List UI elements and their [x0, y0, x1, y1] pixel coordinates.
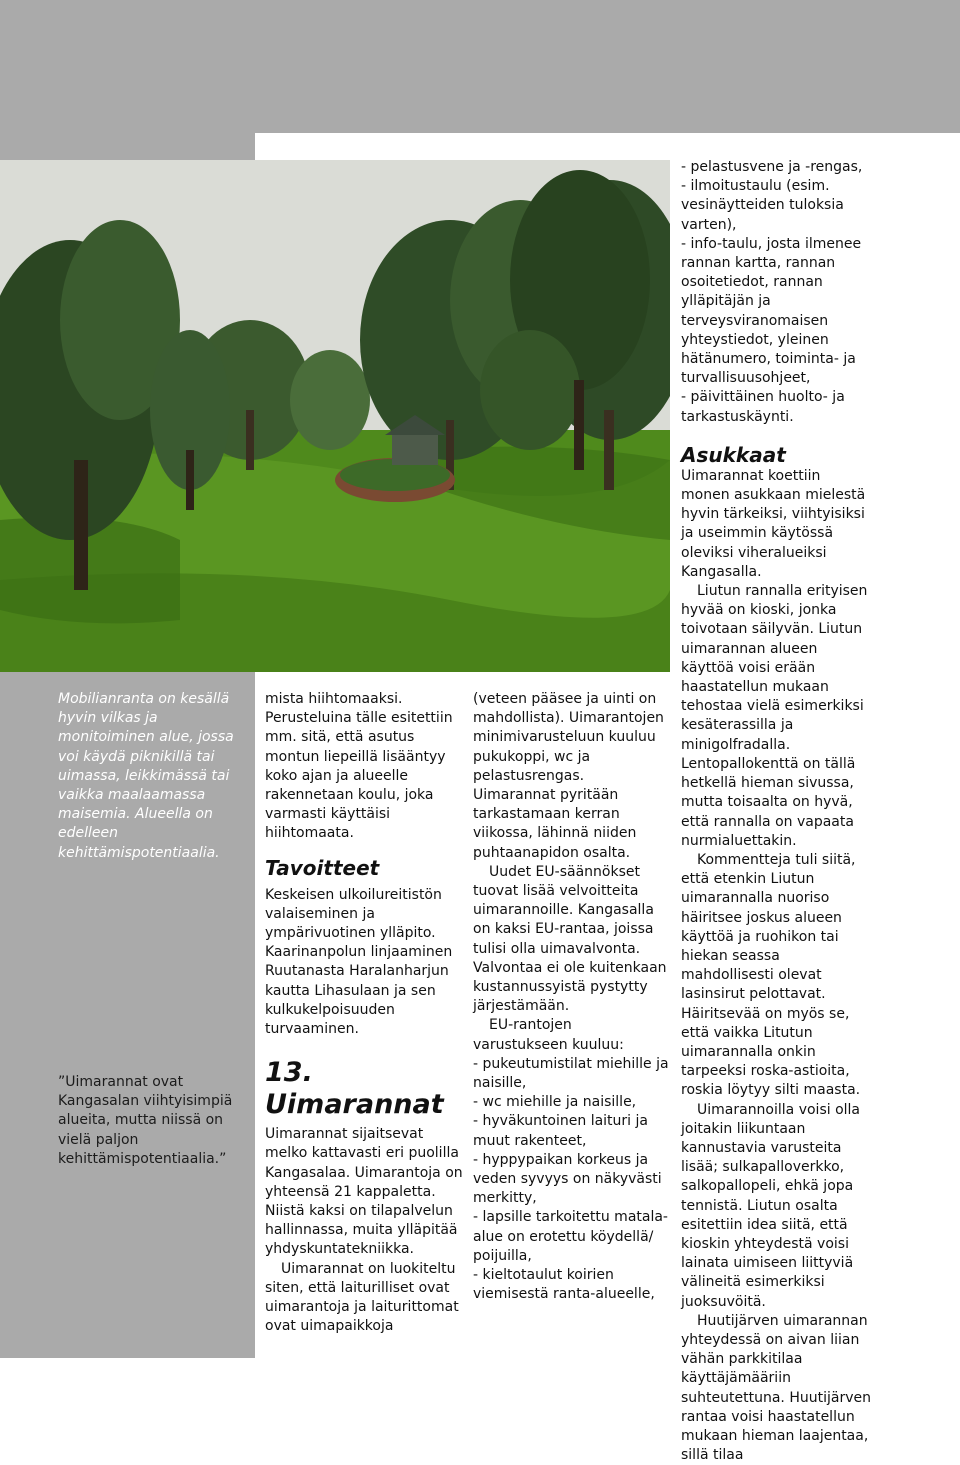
- paragraph: Liutun rannalla erityisen hyvää on kioski, jonka toivotaan säilyvän. Liutun uimarannan alueen käyttöä voisi erään haastatellun mukaan tehostaa vielä esimerkiksi kesäterassilla ja minigolfradalla. Lentopallokenttä on tällä hetkellä hieman sivussa, mutta toisaalta on hyvä, että rannalla on vapaata nurmialuettakin.: [681, 583, 868, 849]
- list-item: - info-taulu, josta ilmenee rannan kartta, rannan osoitetiedot, rannan ylläpitäjän ja terveysviranomaisen yhteystiedot, yleinen hätänumero, toiminta- ja turvallisuusohjeet,: [681, 235, 862, 387]
- paragraph: Uimarannat sijaitsevat melko kattavasti eri puolilla Kangasalaa. Uimarantoja on yhteensä 21 kappaletta. Niistä kaksi on tilapalvelun hallinnassa, muita ylläpitää yhdyskuntatekniikka.: [265, 1126, 463, 1258]
- top-gray-band: [0, 0, 960, 133]
- tree-trunk: [574, 380, 584, 470]
- tree-trunk: [74, 460, 88, 590]
- pull-quote: ”Uimarannat ovat Kangasalan viihtyisimpiä alueita, mutta niissä on vielä paljon kehittämispotentiaalia.”: [58, 1074, 233, 1167]
- section-heading-tavoitteet: Tavoitteet: [265, 855, 380, 880]
- paragraph: Keskeisen ulkoilureitistön valaiseminen ja ympärivuotinen ylläpito. Kaarinanpolun linjaaminen Ruutanasta Haralanharjun kautta Lihasulaan ja sen kulkukelpoisuuden turvaaminen.: [265, 886, 453, 1038]
- paragraph: Uudet EU-säännökset tuovat lisää velvoitteita uimarannoille. Kangasalla on kaksi EU-rantaa, joissa tulisi olla uimavalvonta. Valvontaa ei ole kuitenkaan kustannussyistä pystytty järjestämään.: [473, 863, 667, 1015]
- text-column-3: [473, 690, 669, 1305]
- paragraph: Uimarannat on luokiteltu siten, että laiturilliset ovat uimarantoja ja laiturittomat ovat uimapaikkoja: [265, 1260, 459, 1335]
- tree-trunk: [246, 410, 254, 470]
- list-item: - pukeutumistilat miehille ja naisille,: [473, 1055, 669, 1092]
- gazebo: [392, 435, 438, 465]
- paragraph: Huutijärven uimarannan yhteydessä on aivan liian vähän parkkitilaa käyttäjämääriin suhteutettuna. Huutijärven rantaa voisi haastatellun mukaan hieman laajentaa, sillä tilaa: [681, 1312, 871, 1464]
- paragraph: Uimarannoilla voisi olla joitakin liikuntaan kannustavia varusteita lisää; sulkapalloverkko, salkopallopeli, ehkä jopa tennistä. Liutun osalta esitettiin idea siitä, että kioskin yhteydestä voisi lainata uimiseen liittyviä välineitä esimerkiksi juoksuvöitä.: [681, 1101, 860, 1310]
- chapter-heading-uimarannat: 13. Uimarannat: [265, 1057, 444, 1121]
- paragraph: Kommentteja tuli siitä, että etenkin Liutun uimarannalla nuoriso häiritsee joskus alueen käyttöä ja ruohikon tai hiekan seassa mahdollisesti olevat lasinsirut pelottavat. Häiritsevää on myös se, että vaikka Litutun uimarannalla onkin tarpeeksi roska-astioita, roskia löytyy silti maasta.: [681, 851, 861, 1099]
- park-photo: [0, 160, 670, 672]
- text-column-2: [265, 690, 463, 1336]
- paragraph: (veteen pääsee ja uinti on mahdollista). Uimarantojen minimivarusteluun kuuluu pukukoppi, wc ja pelastusrengas. Uimarannat pyritään tarkastamaan kerran viikossa, lähinnä niiden puhtaanapidon osalta.: [473, 691, 664, 861]
- tree-right: [480, 330, 580, 450]
- photo-caption: Mobilianranta on kesällä hyvin vilkas ja monitoiminen alue, jossa voi käydä piknikillä tai uimassa, leikkimässä tai vaikka maalaamassa maisemia. Alueella on edelleen kehittämispotentiaalia.: [58, 691, 234, 861]
- tree-back: [290, 350, 370, 450]
- list-item: - hyväkuntoinen laituri ja muut rakenteet,: [473, 1113, 648, 1149]
- paragraph: EU-rantojen varustukseen kuuluu:: [473, 1017, 624, 1053]
- paragraph: mista hiihtomaaksi. Perusteluina tälle esitettiin mm. sitä, että asutus montun liepeillä lisääntyy koko ajan ja alueelle rakennetaan koulu, joka varmasti käyttäisi hiihtomaata.: [265, 691, 453, 842]
- tree-trunk: [604, 410, 614, 490]
- list-item: - pelastusvene ja -rengas,: [681, 159, 863, 175]
- text-column-4: [681, 158, 871, 1465]
- list-item: - kieltotaulut koirien viemisestä ranta-alueelle,: [473, 1267, 655, 1303]
- tree-trunk: [186, 450, 194, 510]
- park-illustration: [0, 160, 670, 672]
- section-heading-asukkaat: Asukkaat: [681, 442, 786, 467]
- paragraph: Uimarannat koettiin monen asukkaan mielestä hyvin tärkeiksi, viihtyisiksi ja useimmin käytössä oleviksi viheralueiksi Kangasalla.: [681, 467, 866, 580]
- list-item: - päivittäinen huolto- ja tarkastuskäynti.: [681, 389, 845, 425]
- list-item: - lapsille tarkoitettu matala-alue on erotettu köydellä/ poijuilla,: [473, 1209, 668, 1264]
- list-item: - ilmoitustaulu (esim. vesinäytteiden tuloksia varten),: [681, 178, 844, 233]
- list-item: - wc miehille ja naisille,: [473, 1094, 637, 1111]
- header-spacer: [255, 133, 960, 160]
- list-item: - hyppypaikan korkeus ja veden syvyys on näkyvästi merkitty,: [473, 1151, 662, 1207]
